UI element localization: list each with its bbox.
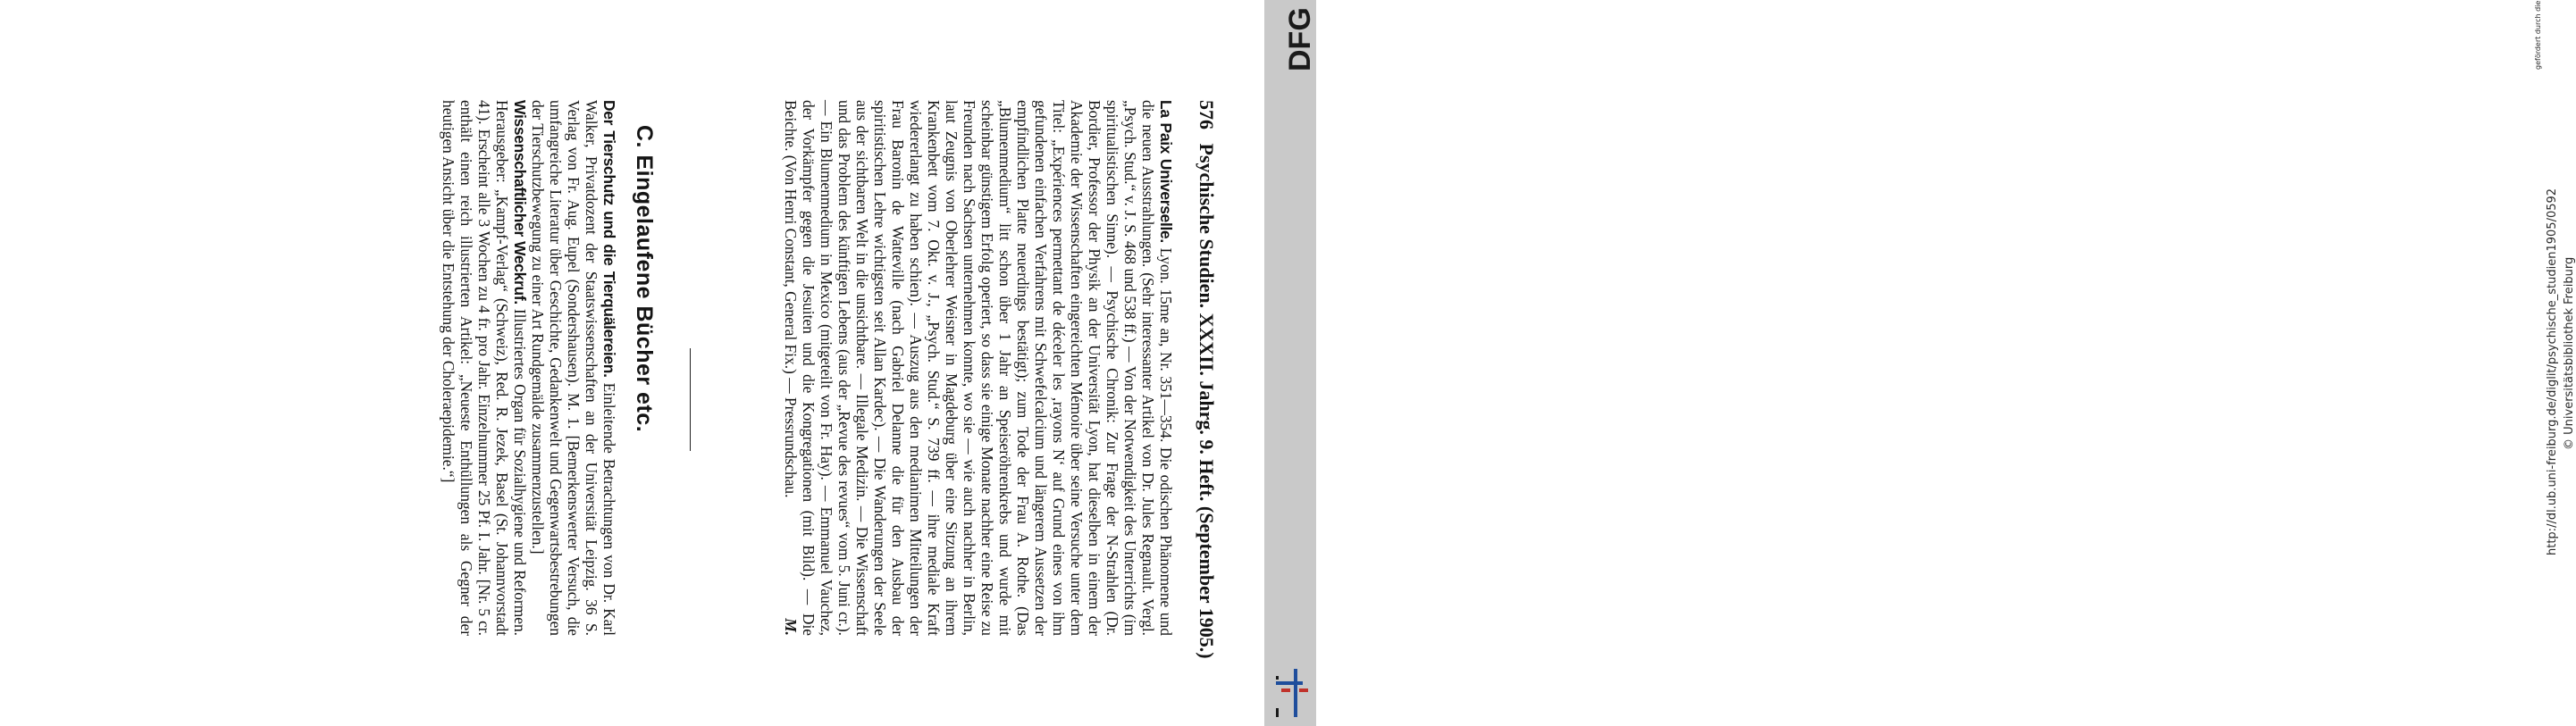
university-library-logo-icon	[1269, 665, 1312, 719]
article-signature: M.	[782, 618, 800, 636]
separator-rule	[690, 348, 691, 451]
sidebar-text-group	[1264, 0, 2576, 726]
copyright-notice: © Universitätsbibliothek Freiburg	[2563, 256, 2576, 450]
page-number: 576	[1196, 100, 1218, 129]
article-la-paix-universelle	[782, 100, 1175, 636]
rotated-page-content	[0, 0, 1264, 726]
entry-tierschutz	[529, 100, 618, 636]
dfg-logo-icon	[1280, 0, 1315, 71]
entry-lead: Der Tierschutz und die Tierquälereien.	[600, 100, 618, 378]
dfg-logo-text: DFG	[1283, 7, 1317, 71]
page-header	[1195, 100, 1218, 659]
entry-weckruf	[440, 100, 529, 636]
book-entries	[440, 100, 618, 636]
funding-note: gefördert durch die	[2534, 0, 2542, 70]
running-title: Psychische Studien. XXXII. Jahrg. 9. Heft. (September 1905.)	[1196, 143, 1218, 659]
source-url[interactable]: http://dl.ub.uni-freiburg.de/diglit/psychische_studien1905/0592	[2546, 188, 2559, 555]
entry-text: Einleitende Betrachtungen von Dr. Karl Walker, Privatdozent der Staatswissenschaften an der Universität Leipzig. 36 S. Verlag von Fr. Aug. Eupel (Sondershausen). M. 1. [Bemerkenswerter Versuch, die umfangreiche Literatur über Geschichte, Gedankenwelt und Gegenwartsbestrebungen der Tierschutzbewegung zu einer Art Rundgemälde zusammenzustellen.]	[529, 100, 618, 636]
article-text: Lyon. 15me an, Nr. 351—354. Die odischen Phänomene und die neuen Ausstrahlungen. (Sehr interessanter Artikel von Dr. Jules Regnault. Vergl. „Psych. Stud.“ v. J. S. 468 und 538 ff.) — Von der Notwendigkeit des Unterrichts (im spiritualistischen Sinne). — Psychische Chronik: Zur Frage der N-Strahlen (Dr. Bordier, Professor der Physik an der Universität Lyon, hat dieselben in einem der Akademie der Wissenschaften eingereichten Mémoire über seine Versuche unter dem Titel: „Expériences permettant de déceler les ‚rayons N‘ auf Grund eines von ihm gefundenen einfachen Verfahrens mit Schwefelcalcium und längerem Aussetzen der empfindlichen Platte neuerdings bestätigt); zum Tode der Frau A. Rothe. (Das „Blumenmedium“ litt schon über 1 Jahr an Speiseröhrenkrebs und wurde mit scheinbar günstigem Erfolg operiert, so dass sie einige Monate nachher eine Reise zu Freunden nach Sachsen unternehmen konnte, wo sie — wie auch nachher in Berlin, laut Zeugnis von Oberlehrer Weisner in Magdeburg über eine Sitzung an ihrem Krankenbett vom 7. Okt. v. J., „Psych. Stud.“ S. 739 ff. — ihre mediale Kraft wiedererlangt zu haben schien). — Auszug aus den medianimen Mitteilungen der Frau Baronin de Watteville (nach Gabriel Delanne die für den Ausbau der spiritistischen Lehre wichtigsten seit Allan Kardec). — Die Wanderungen der Seele aus der sichtbaren Welt in die unsichtbare. — Illegale Medizin. — Die Wissenschaft und das Problem des künftigen Lebens (aus der „Revue des revues“ vom 5. Juni cr.). — Ein Blumenmedium in Mexico (mitgeteilt von Fr. Hay). — Emmanuel Vauchez, der Vorkämpfer gegen die Jesuiten und die Kongregationen (mit Bild). — Die Beichte. (Von Henri Constant, General Fix.) — Pressrundschau.	[782, 100, 1175, 636]
section-heading: C. Eingelaufene Bücher etc.	[632, 125, 657, 433]
entry-lead: Wissenschaftlicher Weckruf.	[511, 100, 529, 305]
article-lead: La Paix Universelle.	[1157, 100, 1175, 243]
entry-text: Illustriertes Organ für Sozialhygiene und Reformen. Herausgeber: „Kampf-Verlag“ (Schweiz), Red. R. Jezek, Basel (St. Johannvorstadt 41). Erscheint alle 3 Wochen zu 4 fr. pro Jahr. Einzelnummer 25 Pf. I. Jahr. [Nr. 5 cr. enthält einen reich illustrierten Artikel: „Neueste Enthüllungen als Gegner der heutigen Ansicht über die Entstehung der Choleraepidemie.“]	[440, 100, 529, 636]
